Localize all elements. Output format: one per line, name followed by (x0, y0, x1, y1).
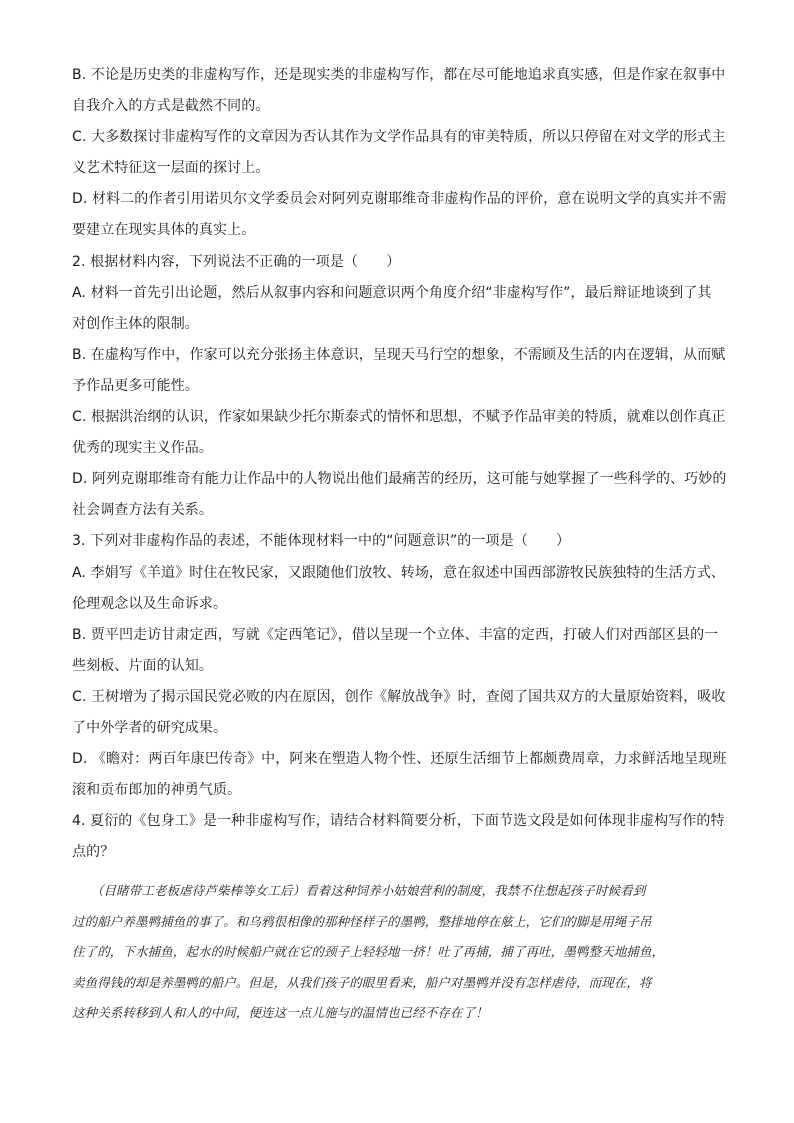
text-line: 优秀的现实主义作品。 (72, 440, 213, 457)
question-text (72, 60, 726, 868)
text-line: B. 在虚构写作中，作家可以充分张扬主体意识，呈现天马行空的想象，不需顾及生活的内在逻辑，从而赋 (72, 346, 726, 363)
document-page (72, 60, 726, 1029)
text-line: 社会调查方法有关系。 (72, 502, 213, 519)
text-line: B. 贾平凹走访甘肃定西，写就《定西笔记》，借以呈现一个立体、丰富的定西，打破人们对西部区县的一 (72, 626, 719, 643)
text-line: 点的？ (72, 844, 115, 861)
text-line: D. 阿列克谢耶维奇有能力让作品中的人物说出他们最痛苦的经历，这可能与她掌握了一些科学的、巧妙的 (72, 471, 727, 488)
text-line: 伦理观念以及生命诉求。 (72, 595, 228, 612)
question-stem: 4. 夏衍的《包身工》是一种非虚构写作，请结合材料简要分析，下面节选文段是如何体现非虚构写作的特 (72, 813, 725, 830)
text-line: A. 材料一首先引出论题，然后从叙事内容和问题意识两个角度介绍“非虚构写作”，最后辩证地谈到了其 (72, 284, 712, 301)
text-line: C. 王树增为了揭示国民党必败的内在原因，创作《解放战争》时，查阅了国共双方的大量原始资料，吸收 (72, 688, 726, 705)
excerpt-passage (72, 876, 726, 1029)
text-line: A. 李娟写《羊道》时住在牧民家，又跟随他们放牧、转场，意在叙述中国西部游牧民族独特的生活方式、 (72, 564, 726, 581)
question-stem: 3. 下列对非虚构作品的表述，不能体现材料一中的“问题意识”的一项是（ ） (72, 533, 571, 550)
text-line: D. 《瞻对：两百年康巴传奇》中，阿来在塑造人物个性、还原生活细节上都颇费周章，力求鲜活地呈现班 (72, 751, 727, 768)
text-line: 予作品更多可能性。 (72, 377, 199, 394)
text-line: 义艺术特征这一层面的探讨上。 (72, 160, 270, 177)
text-line: D. 材料二的作者引用诺贝尔文学委员会对阿列克谢耶维奇非虚构作品的评价，意在说明文学的真实并不需 (72, 191, 727, 208)
text-line: 对创作主体的限制。 (72, 315, 199, 332)
question-stem: 2. 根据材料内容，下列说法不正确的一项是（ ） (72, 253, 401, 270)
text-line: 要建立在现实具体的真实上。 (72, 222, 256, 239)
text-line: C. 根据洪治纲的认识，作家如果缺少托尔斯泰式的情怀和思想，不赋予作品审美的特质，就难以创作真正 (72, 409, 726, 426)
text-line: 滚和贡布郎加的神勇气质。 (72, 782, 242, 799)
text-line: C. 大多数探讨非虚构写作的文章因为否认其作为文学作品具有的审美特质，所以只停留在对文学的形式主 (72, 129, 726, 146)
passage-line: 过的船户养墨鸭捕鱼的事了。和乌鸦很相像的那种怪样子的墨鸭，整排地停在舷上，它们的脚是用绳子吊 (72, 913, 652, 929)
passage-line: （目睹带工老板虐待芦柴棒等女工后）看着这种饲养小姑娘营利的制度，我禁不住想起孩子时候看到 (72, 883, 646, 899)
text-line: 自我介入的方式是截然不同的。 (72, 98, 270, 115)
text-line: B. 不论是历史类的非虚构写作，还是现实类的非虚构写作，都在尽可能地追求真实感，但是作家在叙事中 (72, 67, 726, 83)
passage-line: 这种关系转移到人和人的中间，便连这一点儿施与的温情也已经不存在了！ (72, 1005, 488, 1021)
passage-line: 卖鱼得钱的却是养墨鸭的船户。但是，从我们孩子的眼里看来，船户对墨鸭并没有怎样虐待，而现在，将 (72, 974, 652, 990)
passage-line: 住了的，下水捕鱼，起水的时候船户就在它的颈子上轻轻地一挤！吐了再捕，捕了再吐，墨鸭整天地捕鱼， (72, 944, 665, 960)
text-line: 些刻板、片面的认知。 (72, 657, 213, 674)
text-line: 了中外学者的研究成果。 (72, 719, 228, 736)
